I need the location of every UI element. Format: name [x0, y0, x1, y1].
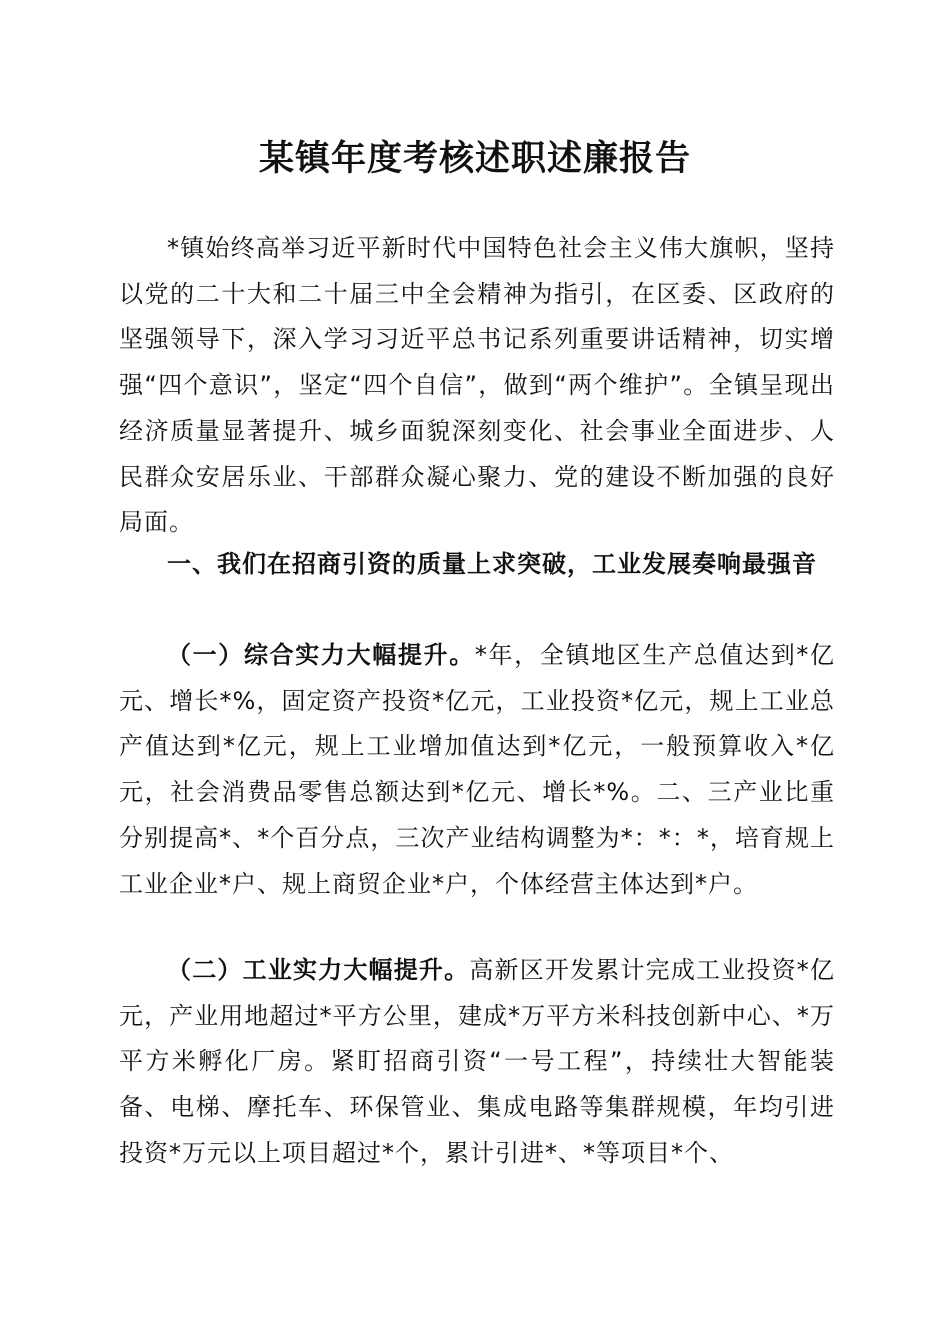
- subsection-body-1: *年，全镇地区生产总值达到*亿元、增长*%，固定资产投资*亿元，工业投资*亿元，规上工业总产值达到*亿元，规上工业增加值达到*亿元，一般预算收入*亿元，社会消费品零售总额达到*亿元、增长*%。二、三产业比重分别提高*、*个百分点，三次产业结构调整为*：*：*，培育规上工业企业*户、规上商贸企业*户，个体经营主体达到*户。: [119, 641, 836, 898]
- document-title: 某镇年度考核述职述廉报告: [258, 138, 691, 179]
- subsection-title-2: （二）工业实力大幅提升。: [167, 956, 470, 984]
- subsection-paragraph-2: [119, 948, 835, 1177]
- subsection-title-1: （一）综合实力大幅提升。: [167, 641, 475, 669]
- subsection-body-2: 高新区开发累计完成工业投资*亿元，产业用地超过*平方公里，建成*万平方米科技创新中心、*万平方米孵化厂房。紧盯招商引资“一号工程”，持续壮大智能装备、电梯、摩托车、环保管业、集成电路等集群规模，年均引进投资*万元以上项目超过*个，累计引进*、*等项目*个、: [119, 956, 836, 1167]
- intro-paragraph: *镇始终高举习近平新时代中国特色社会主义伟大旗帜，坚持以党的二十大和二十届三中全会精神为指引，在区委、区政府的坚强领导下，深入学习习近平总书记系列重要讲话精神，切实增强“四个意识”，坚定“四个自信”，做到“两个维护”。全镇呈现出经济质量显著提升、城乡面貌深刻变化、社会事业全面进步、人民群众安居乐业、干部群众凝心聚力、党的建设不断加强的良好局面。: [119, 234, 835, 537]
- subsection-paragraph-1: [119, 633, 835, 907]
- section-heading-1: 一、我们在招商引资的质量上求突破，工业发展奏响最强音: [167, 550, 817, 578]
